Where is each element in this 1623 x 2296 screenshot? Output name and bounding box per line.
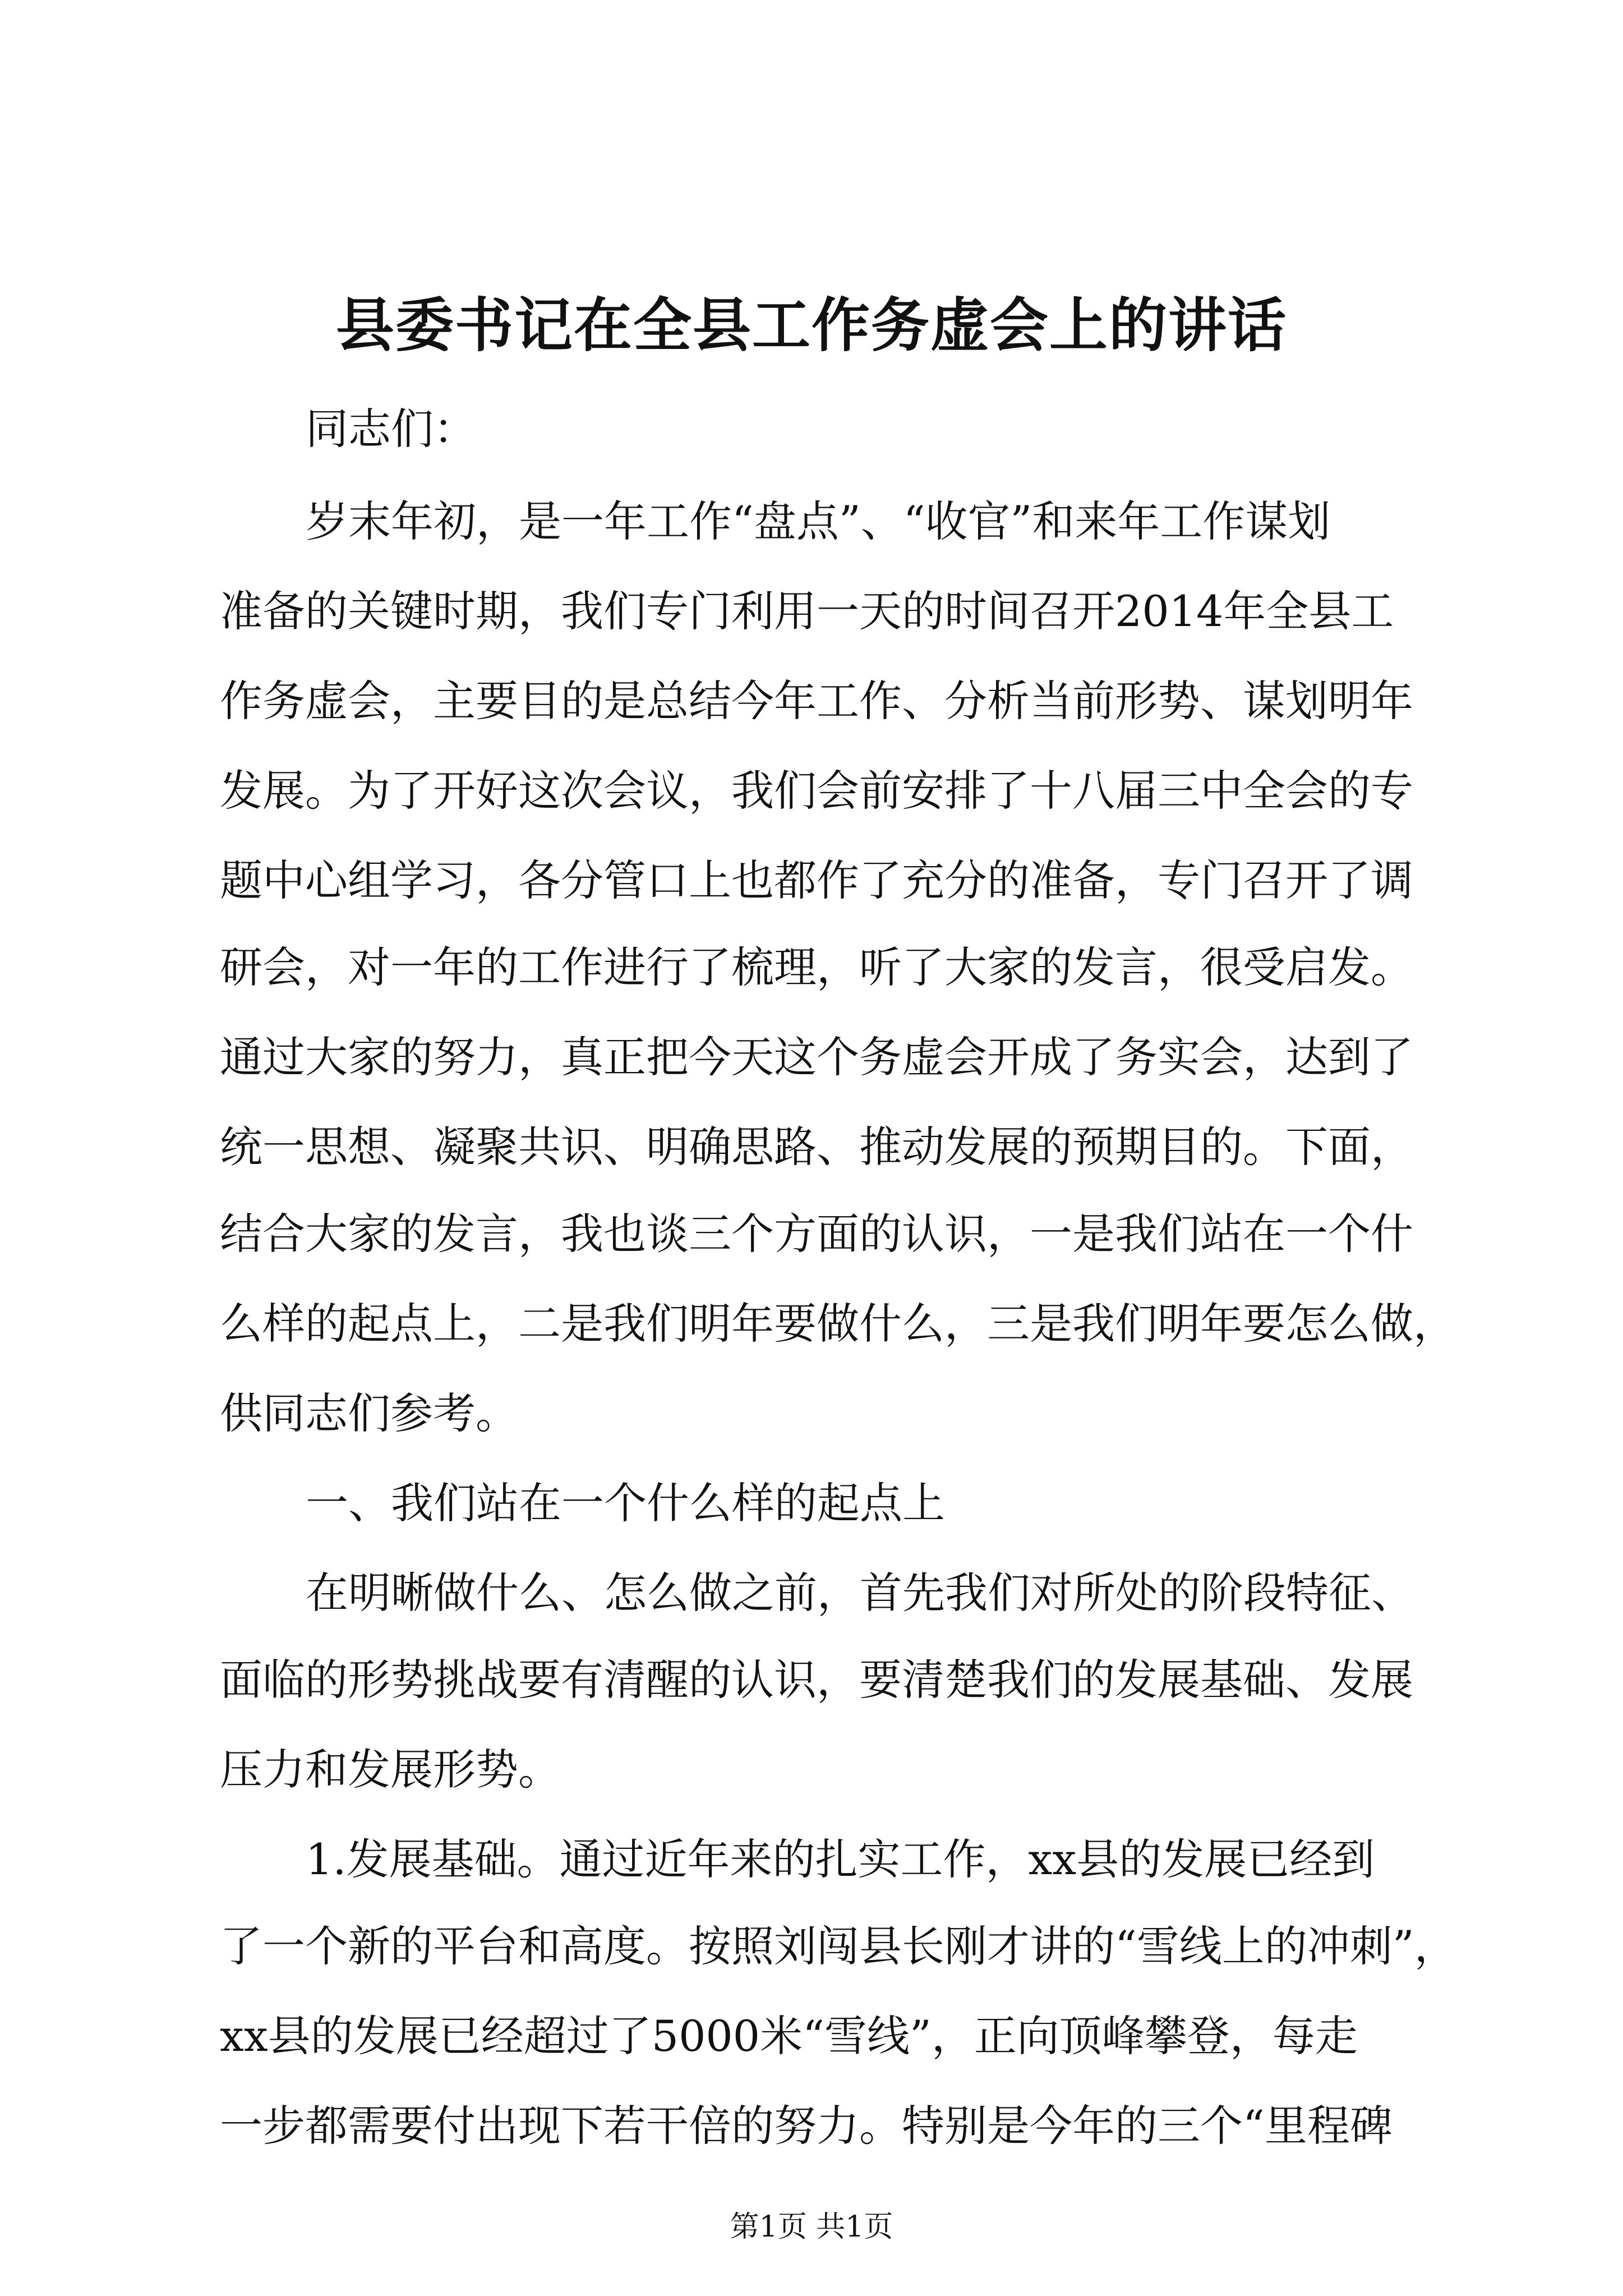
paragraph-line: 1.发展基础。通过近年来的扎实工作，xx县的发展已经到 <box>306 1834 1375 1884</box>
paragraph-line: 了一个新的平台和高度。按照刘闯县长刚才讲的“雪线上的冲刺”， <box>220 1921 1457 1971</box>
paragraph-line: 在明晰做什么、怎么做之前，首先我们对所处的阶段特征、 <box>306 1568 1414 1618</box>
paragraph-line: 通过大家的努力，真正把今天这个务虚会开成了务实会，达到了 <box>220 1032 1413 1082</box>
paragraph-line: 一步都需要付出现下若干倍的努力。特别是今年的三个“里程碑 <box>220 2101 1393 2151</box>
document-title: 县委书记在全县工作务虚会上的讲话 <box>335 291 1287 360</box>
paragraph-line: 供同志们参考。 <box>220 1388 518 1438</box>
paragraph-line: xx县的发展已经超过了5000米“雪线”，正向顶峰攀登，每走 <box>220 2011 1358 2061</box>
paragraph-line: 统一思想、凝聚共识、明确思路、推动发展的预期目的。下面， <box>220 1122 1413 1172</box>
section-heading: 一、我们站在一个什么样的起点上 <box>306 1478 945 1528</box>
paragraph-line: 面临的形势挑战要有清醒的认识，要清楚我们的发展基础、发展 <box>220 1655 1413 1705</box>
paragraph-line: 准备的关键时期，我们专门利用一天的时间召开2014年全县工 <box>220 586 1394 636</box>
page-footer: 第1页 共1页 <box>730 2210 893 2244</box>
paragraph-line: 作务虚会，主要目的是总结今年工作、分析当前形势、谋划明年 <box>220 676 1413 726</box>
salutation: 同志们： <box>306 404 476 454</box>
paragraph-line: 岁末年初，是一年工作“盘点”、“收官”和来年工作谋划 <box>306 496 1331 546</box>
paragraph-line: 压力和发展形势。 <box>220 1745 561 1795</box>
paragraph-line: 题中心组学习，各分管口上也都作了充分的准备，专门召开了调 <box>220 855 1413 905</box>
paragraph-line: 结合大家的发言，我也谈三个方面的认识，一是我们站在一个什 <box>220 1209 1413 1259</box>
paragraph-line: 么样的起点上，二是我们明年要做什么，三是我们明年要怎么做， <box>220 1299 1456 1349</box>
paragraph-line: 发展。为了开好这次会议，我们会前安排了十八届三中全会的专 <box>220 766 1413 816</box>
paragraph-line: 研会，对一年的工作进行了梳理，听了大家的发言，很受启发。 <box>220 942 1413 992</box>
